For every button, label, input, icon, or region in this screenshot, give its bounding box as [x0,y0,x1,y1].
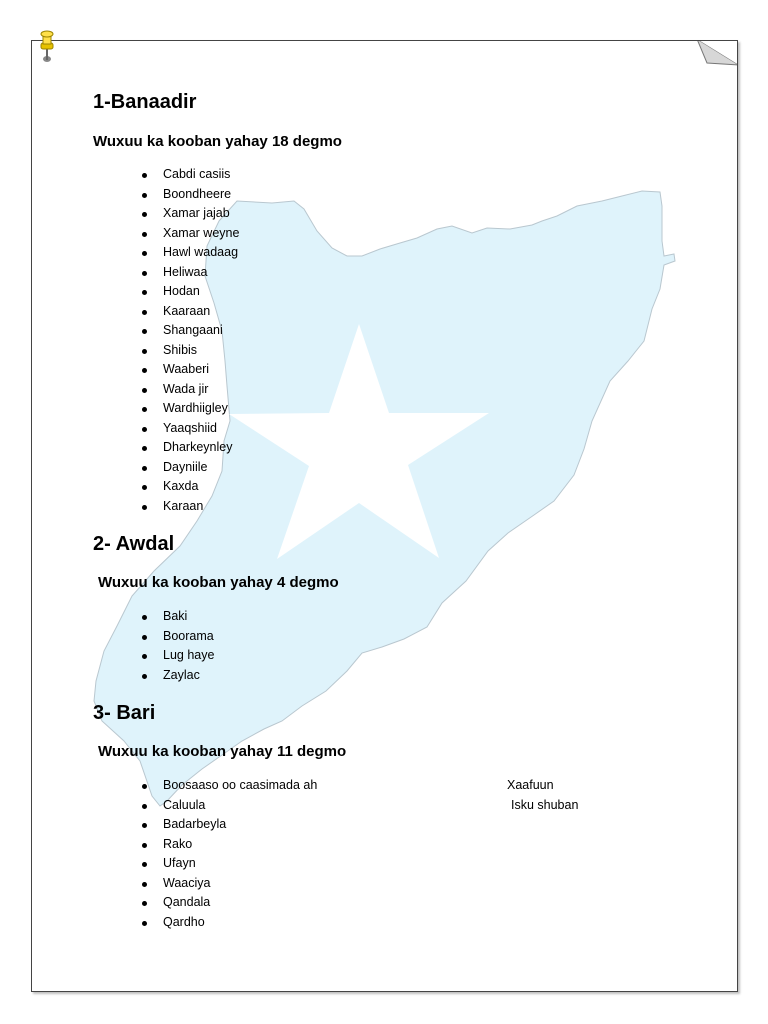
list-item: Ufayn [142,854,317,874]
section-title-awdal: 2- Awdal [93,533,175,555]
district-list-bari [142,776,317,932]
list-item: Shangaani [142,321,239,341]
list-item: Xamar jajab [142,204,239,224]
list-item: Dayniile [142,458,239,478]
list-item: Qardho [142,913,317,933]
pushpin-icon [36,29,58,65]
list-item: Badarbeyla [142,815,317,835]
list-item: Waaberi [142,360,239,380]
list-item: Rako [142,835,317,855]
section-subtitle-bari: Wuxuu ka kooban yahay 11 degmo [98,743,347,760]
list-item: Waaciya [142,874,317,894]
list-item: Dharkeynley [142,438,239,458]
list-item: Yaaqshiid [142,419,239,439]
list-item: Wardhiigley [142,399,239,419]
list-item: Kaaraan [142,302,239,322]
list-item: Boosaaso oo caasimada ah [142,776,317,796]
list-item: Caluula [142,796,317,816]
list-item: Kaxda [142,477,239,497]
list-item: Hawl wadaag [142,243,239,263]
list-item: Heliwaa [142,263,239,283]
list-item: Xamar weyne [142,224,239,244]
list-item: Hodan [142,282,239,302]
extra-district-xaafuun: Xaafuun [507,778,554,792]
district-list-awdal [142,607,214,685]
section-title-bari: 3- Bari [93,702,156,724]
extra-district-isku-shuban: Isku shuban [511,798,579,812]
list-item: Qandala [142,893,317,913]
section-subtitle-awdal: Wuxuu ka kooban yahay 4 degmo [98,574,339,591]
list-item: Zaylac [142,666,214,686]
document-page [31,40,738,992]
section-subtitle-banaadir: Wuxuu ka kooban yahay 18 degmo [93,133,342,150]
list-item: Shibis [142,341,239,361]
list-item: Lug haye [142,646,214,666]
list-item: Karaan [142,497,239,517]
list-item: Boorama [142,627,214,647]
district-list-banaadir [142,165,239,516]
list-item: Cabdi casiis [142,165,239,185]
document-content [32,41,737,991]
list-item: Baki [142,607,214,627]
list-item: Wada jir [142,380,239,400]
list-item: Boondheere [142,185,239,205]
section-title-banaadir: 1-Banaadir [93,91,197,113]
